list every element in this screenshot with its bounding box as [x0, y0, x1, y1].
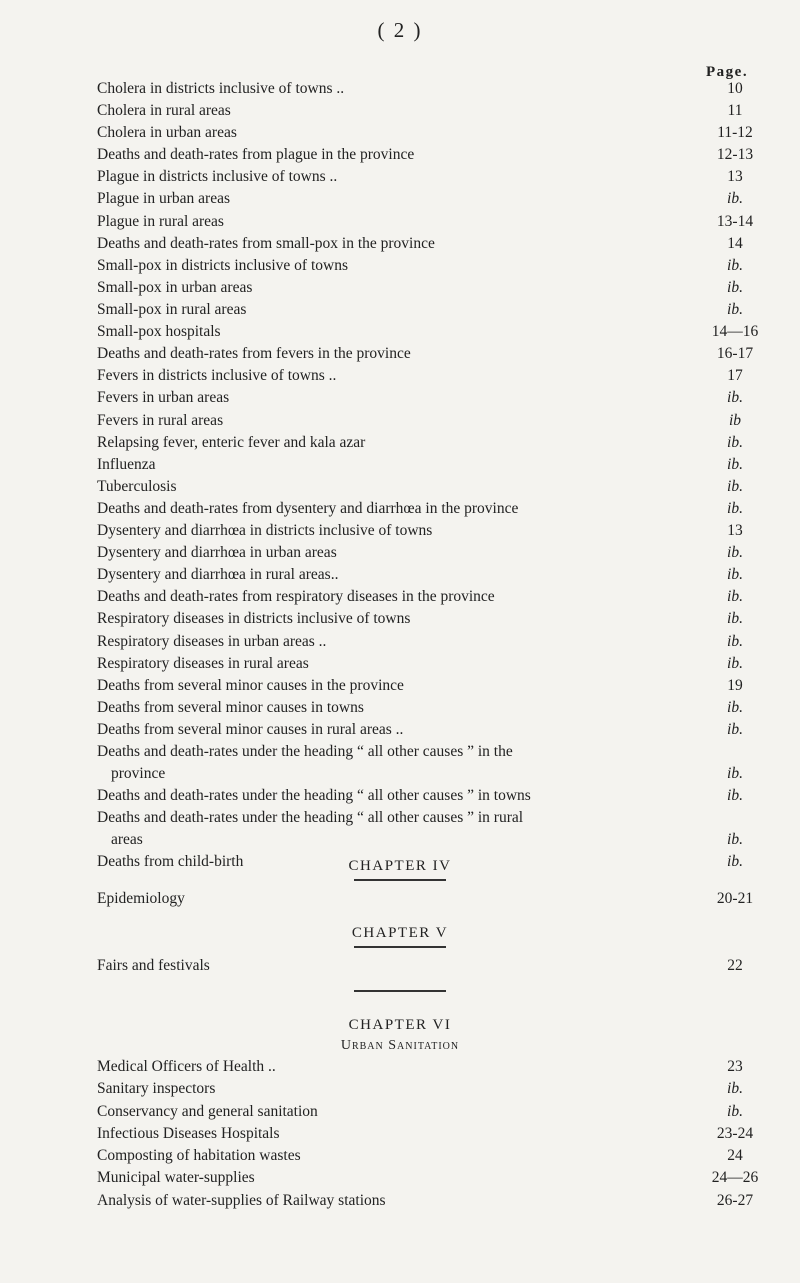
entry-page: ib.	[727, 765, 743, 782]
page-number: ( 2 )	[377, 18, 423, 42]
chapter-4-heading: CHAPTER IV	[348, 858, 452, 874]
entry-label: Cholera in urban areas	[97, 124, 237, 141]
entry-label: Infectious Diseases Hospitals	[97, 1125, 280, 1142]
entry-label: Analysis of water-supplies of Railway stations	[97, 1192, 386, 1209]
index-entry	[97, 122, 777, 144]
index-entry	[97, 1145, 777, 1167]
entry-page: ib.	[727, 721, 743, 738]
entry-page: ib.	[727, 787, 743, 804]
index-entry	[97, 520, 777, 542]
entry-label: Deaths and death-rates from respiratory diseases in the province	[97, 588, 495, 605]
index-entry	[97, 631, 777, 653]
index-entry	[97, 586, 777, 608]
entry-label: Epidemiology	[97, 890, 185, 907]
index-entry	[97, 321, 777, 343]
entry-label: Respiratory diseases in rural areas	[97, 655, 309, 672]
index-entry	[97, 1078, 777, 1100]
entry-page: 11	[727, 102, 743, 119]
entry-label-continued: province	[111, 765, 166, 782]
entry-label: Dysentery and diarrhœa in districts inclusive of towns	[97, 522, 433, 539]
index-entry	[97, 277, 777, 299]
entry-page: 17	[727, 367, 743, 384]
entry-page: 14—16	[711, 323, 759, 340]
entry-page: ib.	[727, 389, 743, 406]
entry-label: Dysentery and diarrhœa in rural areas..	[97, 566, 339, 583]
entry-label: Deaths and death-rates from dysentery and diarrhœa in the province	[97, 500, 519, 517]
index-entry	[97, 785, 777, 807]
entry-page: ib.	[727, 478, 743, 495]
entry-page: 24—26	[711, 1169, 759, 1186]
index-entry	[97, 1056, 777, 1078]
chapter-4-rule	[354, 879, 446, 881]
chapter-6-heading: CHAPTER VI	[348, 1017, 452, 1033]
index-entry	[97, 1101, 777, 1123]
chapter-separator-rule	[354, 990, 446, 992]
index-entry	[97, 675, 777, 697]
index-entry	[97, 365, 777, 387]
entry-label: Plague in rural areas	[97, 213, 224, 230]
index-entry	[97, 454, 777, 476]
entry-page: 26-27	[716, 1192, 754, 1209]
entry-page: 24	[727, 1147, 743, 1164]
index-entry	[97, 653, 777, 675]
entry-page: 13	[727, 522, 743, 539]
entry-label: Deaths and death-rates from fevers in the province	[97, 345, 411, 362]
entry-label: Small-pox in rural areas	[97, 301, 247, 318]
entry-page: ib.	[727, 190, 743, 207]
entry-page: 16-17	[716, 345, 754, 362]
entry-label: Plague in urban areas	[97, 190, 230, 207]
chapter-5-rule	[354, 946, 446, 948]
entry-page: ib.	[727, 699, 743, 716]
index-entry	[97, 387, 777, 409]
index-entry	[97, 299, 777, 321]
page-column-header: Page.	[706, 64, 749, 80]
index-entry	[97, 410, 777, 432]
index-entry	[97, 542, 777, 564]
entry-label: Respiratory diseases in districts inclusive of towns	[97, 610, 411, 627]
index-entry	[97, 888, 777, 910]
entry-label: Fevers in districts inclusive of towns ..	[97, 367, 337, 384]
entry-label: Relapsing fever, enteric fever and kala azar	[97, 434, 366, 451]
index-entry	[97, 955, 777, 977]
entry-label: Respiratory diseases in urban areas ..	[97, 633, 327, 650]
entry-label: Cholera in districts inclusive of towns ..	[97, 80, 345, 97]
entry-label: Medical Officers of Health ..	[97, 1058, 276, 1075]
entry-page: 10	[727, 80, 743, 97]
entry-label: Deaths and death-rates under the heading “ all other causes ” in the	[97, 743, 513, 760]
entry-page: 11-12	[717, 124, 753, 141]
index-entry	[97, 211, 777, 233]
entry-label: Conservancy and general sanitation	[97, 1103, 318, 1120]
entry-label: Deaths from child-birth	[97, 853, 244, 870]
entry-label: Small-pox in districts inclusive of towns	[97, 257, 348, 274]
entry-page: ib.	[727, 544, 743, 561]
entry-page: ib.	[727, 456, 743, 473]
entry-page: ib.	[727, 610, 743, 627]
entry-label: Deaths and death-rates under the heading “ all other causes ” in rural	[97, 809, 524, 826]
index-entry	[97, 564, 777, 586]
entry-page: ib.	[727, 566, 743, 583]
index-entry	[97, 476, 777, 498]
chapter-5-heading: CHAPTER V	[351, 925, 449, 941]
entry-label-continued: areas	[111, 831, 143, 848]
index-entry	[97, 188, 777, 210]
entry-page: 23-24	[716, 1125, 754, 1142]
entry-page: ib.	[727, 853, 743, 870]
entry-page: ib	[728, 412, 742, 429]
entry-page: ib.	[727, 301, 743, 318]
index-entry	[97, 608, 777, 630]
entry-page: ib.	[727, 655, 743, 672]
index-entry	[97, 144, 777, 166]
entry-label: Composting of habitation wastes	[97, 1147, 301, 1164]
entry-label: Deaths from several minor causes in rural areas ..	[97, 721, 404, 738]
entry-label: Cholera in rural areas	[97, 102, 231, 119]
entry-page: ib.	[727, 831, 743, 848]
entry-label: Plague in districts inclusive of towns ..	[97, 168, 338, 185]
entry-label: Dysentery and diarrhœa in urban areas	[97, 544, 337, 561]
entry-label: Sanitary inspectors	[97, 1080, 216, 1097]
entry-label: Tuberculosis	[97, 478, 177, 495]
index-entry	[97, 807, 777, 851]
index-entry	[97, 719, 777, 741]
entry-label: Fevers in urban areas	[97, 389, 230, 406]
chapter-6-subtitle: Urban Sanitation	[340, 1038, 460, 1053]
entry-label: Fevers in rural areas	[97, 412, 224, 429]
entry-label: Deaths and death-rates under the heading “ all other causes ” in towns	[97, 787, 531, 804]
entry-label: Deaths and death-rates from small-pox in the province	[97, 235, 435, 252]
entry-page: 13	[727, 168, 743, 185]
index-entry	[97, 166, 777, 188]
entry-label: Municipal water-supplies	[97, 1169, 255, 1186]
index-entry	[97, 1167, 777, 1189]
entry-label: Small-pox hospitals	[97, 323, 221, 340]
entry-page: 23	[727, 1058, 743, 1075]
entry-label: Deaths from several minor causes in the province	[97, 677, 404, 694]
entry-page: 12-13	[716, 146, 754, 163]
entry-page: ib.	[727, 500, 743, 517]
entry-page: ib.	[727, 588, 743, 605]
entry-page: 22	[727, 957, 743, 974]
entry-page: ib.	[727, 257, 743, 274]
entry-page: 20-21	[716, 890, 754, 907]
entry-page: ib.	[727, 1080, 743, 1097]
entry-label: Influenza	[97, 456, 156, 473]
entry-label: Fairs and festivals	[97, 957, 210, 974]
entry-page: ib.	[727, 279, 743, 296]
entry-page: 19	[727, 677, 743, 694]
entry-label: Small-pox in urban areas	[97, 279, 253, 296]
index-entry	[97, 78, 777, 100]
index-entry	[97, 432, 777, 454]
index-entry	[97, 1123, 777, 1145]
entry-page: ib.	[727, 1103, 743, 1120]
entry-page: 13-14	[716, 213, 754, 230]
entry-page: 14	[727, 235, 743, 252]
index-entry	[97, 100, 777, 122]
index-entry	[97, 498, 777, 520]
entry-page: ib.	[727, 434, 743, 451]
entry-page: ib.	[727, 633, 743, 650]
index-entry	[97, 343, 777, 365]
index-entry	[97, 255, 777, 277]
index-entry	[97, 697, 777, 719]
index-entry	[97, 1190, 777, 1212]
index-entry	[97, 741, 777, 785]
entry-label: Deaths from several minor causes in towns	[97, 699, 364, 716]
index-entry	[97, 233, 777, 255]
entry-label: Deaths and death-rates from plague in the province	[97, 146, 415, 163]
